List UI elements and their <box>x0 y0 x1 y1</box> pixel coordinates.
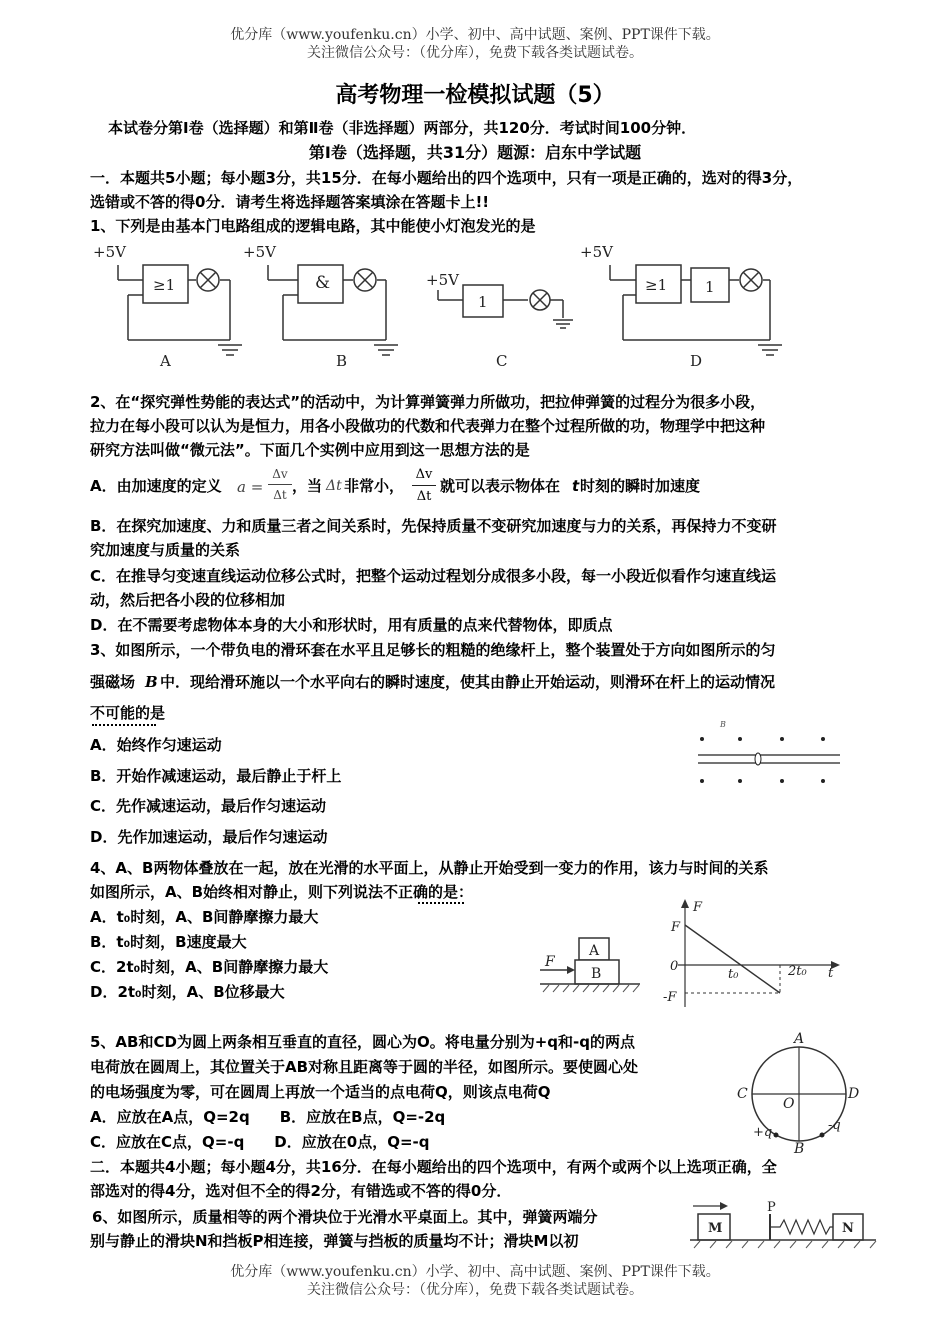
q3-option-c: C．先作减速运动，最后作匀速运动 <box>90 797 327 815</box>
q2-option-a-mid2: 非常小， <box>344 477 405 495</box>
q5-fig-c: C <box>737 1086 748 1102</box>
q1-gate-c: 1 <box>478 293 488 311</box>
q5-line-2: 电荷放在圆周上，其位置关于AB对称且距离等于圆的半径，如图所示。要使圆心处 <box>90 1058 639 1076</box>
q4-graph-t-axis: t <box>828 966 834 981</box>
q6-fig-m: M <box>708 1221 723 1236</box>
page-title: 高考物理一检模拟试题（5） <box>335 83 615 108</box>
q3-option-a: A．始终作匀速运动 <box>90 736 222 754</box>
q2-option-c-2: 动，然后把各小段的位移相加 <box>90 591 286 609</box>
q4-blocks-figure <box>535 930 645 998</box>
q2-option-a-post: 就可以表示物体在 <box>440 477 561 495</box>
q3-fig-b-label: B <box>720 720 726 729</box>
q2-fraction-dv: Δv <box>415 467 433 482</box>
q1-a-voltage: +5V <box>93 243 126 261</box>
q4-graph-2t0: 2t₀ <box>788 964 807 979</box>
q5-fig-d: D <box>848 1086 860 1102</box>
q2-formula-dt-inline: Δt <box>326 478 342 494</box>
intro: 本试卷分第Ⅰ卷（选择题）和第Ⅱ卷（非选择题）两部分，共120分．考试时间100分钟． <box>108 119 697 137</box>
q4-graph-f-value: F <box>671 920 681 935</box>
q1-gate-b: & <box>315 273 331 293</box>
q6-line-1: 6、如图所示，质量相等的两个滑块位于光滑水平桌面上。其中，弹簧两端分 <box>92 1208 598 1226</box>
q6-line-2: 别与静止的滑块N和挡板P相连接，弹簧与挡板的质量均不计；滑块M以初 <box>90 1232 579 1250</box>
q1-logic-circuits-figure <box>88 240 808 375</box>
q4-graph-t0: t₀ <box>728 967 739 982</box>
q1-b-voltage: +5V <box>243 243 276 261</box>
header-line-2: 关注微信公众号：（优分库），免费下载各类试题试卷。 <box>307 45 643 61</box>
part2-line-1: 二．本题共4小题；每小题4分，共16分．在每小题给出的四个选项中，有两个或两个以上选项正确，全 <box>90 1158 777 1176</box>
q6-fig-p: P <box>767 1200 776 1215</box>
q5-options-cd: C．应放在C点，Q=-q D．应放在0点，Q=-q <box>90 1133 430 1151</box>
q4-option-c: C．2t₀时刻，A、B间静摩擦力最大 <box>90 958 329 976</box>
q3-option-b: B．开始作减速运动，最后静止于杆上 <box>90 767 342 785</box>
q4-option-d: D．2t₀时刻，A、B位移最大 <box>90 983 285 1001</box>
q3-magnetic-field-figure <box>690 715 850 790</box>
section-1-heading: 第Ⅰ卷（选择题，共31分）题源：启东中学试题 <box>308 143 642 162</box>
q3-line-2c: 中．现给滑环施以一个水平向右的瞬时速度，使其由静止开始运动，则滑环在杆上的运动情况 <box>160 673 776 691</box>
q1-label-c: C <box>496 352 508 370</box>
q4-option-a: A．t₀时刻，A、B间静摩擦力最大 <box>90 908 319 926</box>
part2-line-2: 部选对的得4分，选对但不全的得2分，有错选或不答的得0分． <box>90 1182 512 1200</box>
q4-option-b: B．t₀时刻，B速度最大 <box>90 933 247 951</box>
q1-label-b: B <box>336 352 348 370</box>
q3-emphasis-dots <box>92 724 156 726</box>
q1-gate-a: ≥1 <box>153 276 176 294</box>
q2-option-a-end: 时刻的瞬时加速度 <box>580 477 701 495</box>
q2-fraction-bar <box>412 485 436 486</box>
q5-fig-b: B <box>794 1141 805 1155</box>
q4-graph-f-axis: F <box>693 900 703 915</box>
q3-line-1: 3、如图所示，一个带负电的滑环套在水平且足够长的粗糙的绝缘杆上，整个装置处于方向如图所示的匀 <box>90 641 776 659</box>
q1-c-voltage: +5V <box>426 271 459 289</box>
q1-label-a: A <box>160 352 171 370</box>
q1-label-d: D <box>690 352 703 370</box>
q4-line-2: 如图所示，A、B始终相对静止，则下列说法不正确的是： <box>90 883 474 901</box>
q1-gate-d2: 1 <box>705 278 715 296</box>
q4-fig-b: B <box>591 966 602 982</box>
q2-formula-dv: Δv <box>272 467 288 481</box>
q2-option-c-1: C．在推导匀变速直线运动位移公式时，把整个运动过程划分成很多小段，每一小段近似看作匀速直线运 <box>90 567 777 585</box>
q4-line-1: 4、A、B两物体叠放在一起，放在光滑的水平面上，从静止开始受到一变力的作用，该力与时间的关系 <box>90 859 769 877</box>
q5-fig-minus-q: -q <box>828 1118 841 1133</box>
q3-line-2-b: B <box>145 673 158 691</box>
q3-line-2a: 强磁场 <box>90 673 136 691</box>
q6-fig-n: N <box>842 1221 854 1236</box>
q5-fig-a: A <box>794 1031 805 1047</box>
header-line-1: 优分库（www.youfenku.cn）小学、初中、高中试题、案例、PPT课件下载。 <box>230 27 720 43</box>
q2-fraction-dt: Δt <box>416 489 432 504</box>
q2-line-2: 拉力在每小段可以认为是恒力，用各小段做功的代数和代表弹力在整个过程所做的功，物理学中把这种 <box>90 417 766 435</box>
q2-option-a-prefix: A．由加速度的定义 <box>90 477 222 495</box>
q2-formula-lhs: a = <box>237 478 264 496</box>
q4-emphasis-dots <box>418 902 464 904</box>
q2-option-a-mid: ，当 <box>292 477 323 495</box>
q4-force-time-graph <box>660 895 850 1010</box>
q6-spring-blocks-figure <box>688 1198 878 1253</box>
q5-options-ab: A．应放在A点，Q=2q B．应放在B点，Q=-2q <box>90 1108 446 1126</box>
q2-option-b-2: 究加速度与质量的关系 <box>90 541 241 559</box>
q3-line-3: 不可能的是 <box>90 704 166 722</box>
q1-stem: 1、下列是由基本门电路组成的逻辑电路，其中能使小灯泡发光的是 <box>90 217 536 235</box>
q5-line-1: 5、AB和CD为圆上两条相互垂直的直径，圆心为O。将电量分别为+q和-q的两点 <box>90 1033 635 1051</box>
q2-line-1: 2、在“探究弹性势能的表达式”的活动中，为计算弹簧弹力所做功，把拉伸弹簧的过程分为很多小段， <box>90 393 766 411</box>
q3-option-d: D．先作加速运动，最后作匀速运动 <box>90 828 328 846</box>
q5-circle-figure <box>735 1030 865 1155</box>
q4-fig-f: F <box>545 954 555 970</box>
q2-formula-dt: Δt <box>273 488 287 502</box>
q5-fig-o: O <box>783 1096 795 1112</box>
q4-graph-origin: 0 <box>670 959 679 974</box>
q2-line-3: 研究方法叫做“微元法”。下面几个实例中应用到这一思想方法的是 <box>90 441 530 459</box>
q4-graph-neg-f: -F <box>663 990 677 1005</box>
footer-line-2: 关注微信公众号：（优分库），免费下载各类试题试卷。 <box>307 1282 643 1298</box>
q1-d-voltage: +5V <box>580 243 613 261</box>
part1-line-2: 选错或不答的得0分．请考生将选择题答案填涂在答题卡上!! <box>90 193 490 211</box>
q5-fig-plus-q: +q <box>753 1125 773 1140</box>
q1-gate-d1: ≥1 <box>645 276 668 294</box>
q2-formula-bar <box>268 484 292 485</box>
part1-line-1: 一．本题共5小题；每小题3分，共15分．在每小题给出的四个选项中，只有一项是正确的，选对的得3分， <box>90 169 803 187</box>
q2-option-a-t: t <box>572 477 580 495</box>
q4-fig-a: A <box>589 943 600 959</box>
q2-option-d: D．在不需要考虑物体本身的大小和形状时，用有质量的点来代替物体，即质点 <box>90 616 613 634</box>
q2-option-b-1: B．在探究加速度、力和质量三者之间关系时，先保持质量不变研究加速度与力的关系，再保持力不变研 <box>90 517 777 535</box>
q5-line-3: 的电场强度为零，可在圆周上再放一个适当的点电荷Q，则该点电荷Q <box>90 1083 551 1101</box>
footer-line-1: 优分库（www.youfenku.cn）小学、初中、高中试题、案例、PPT课件下载。 <box>230 1264 720 1280</box>
